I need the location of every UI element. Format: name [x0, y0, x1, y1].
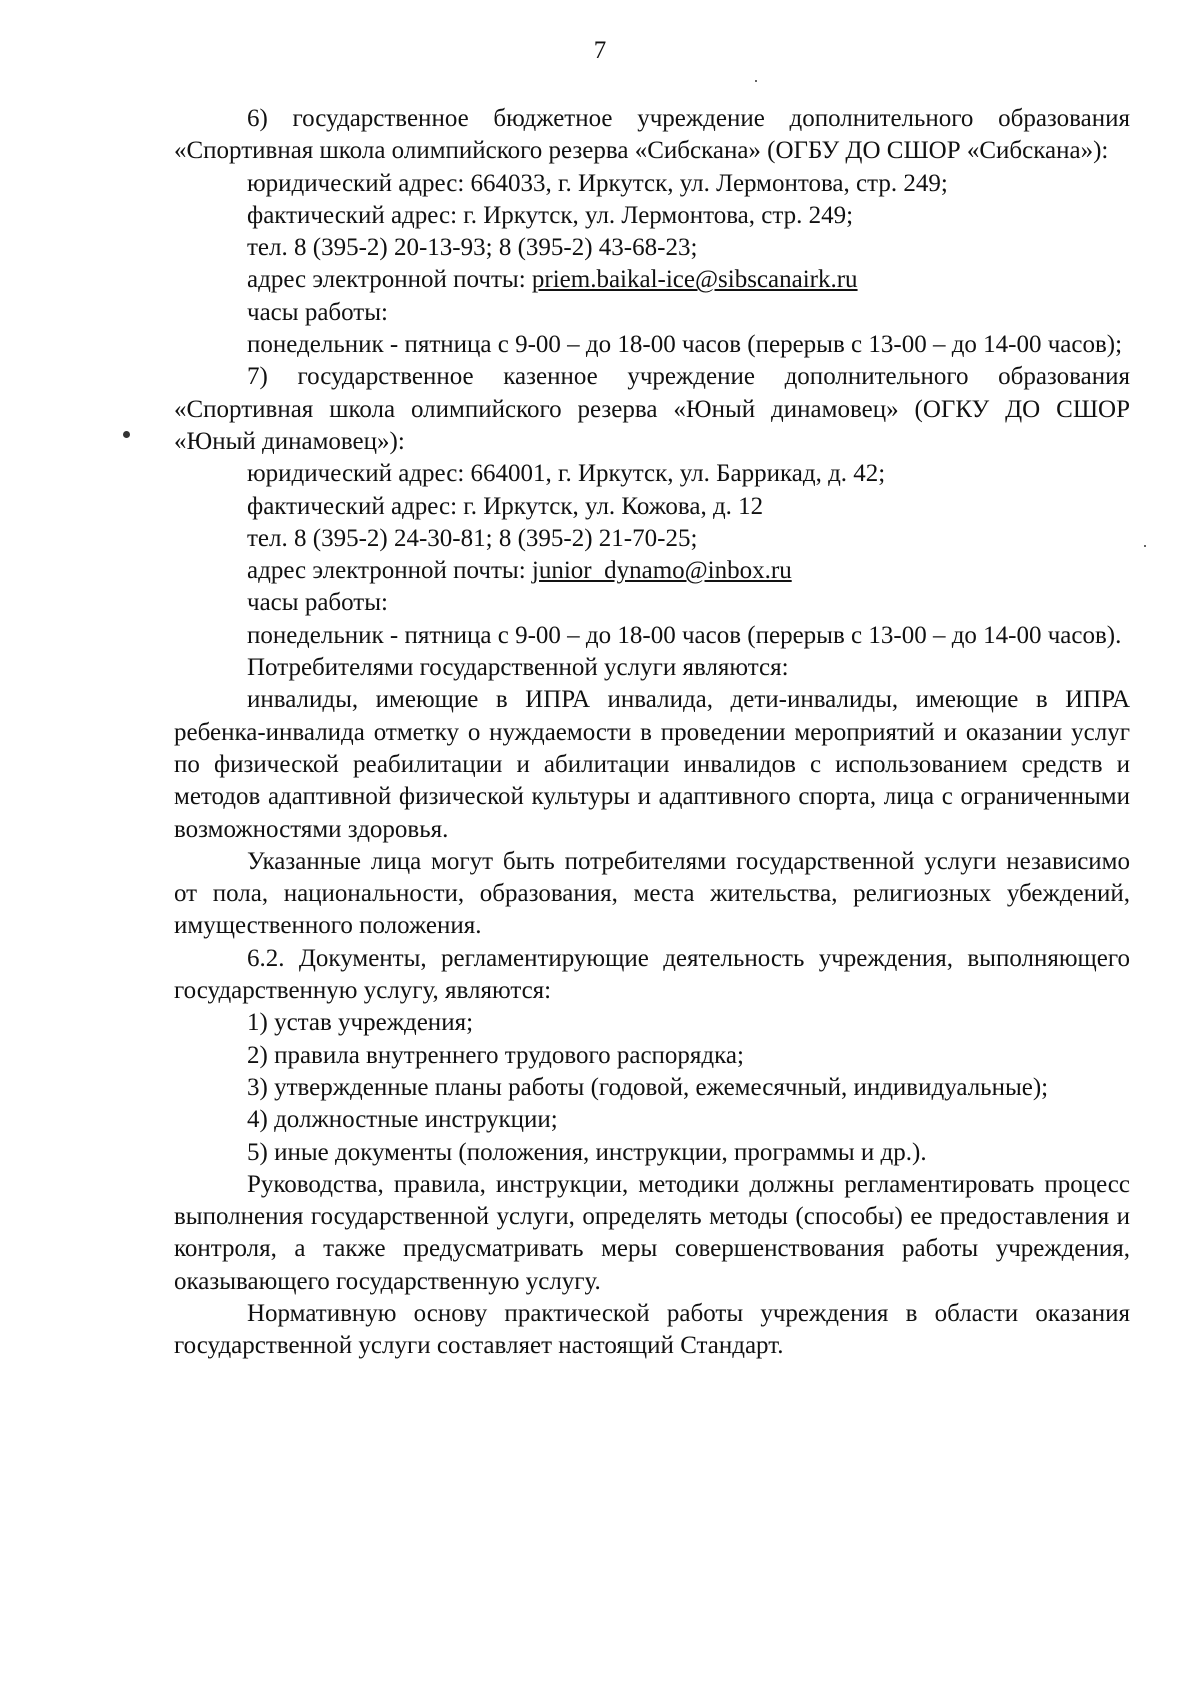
item6-email-line [174, 264, 1130, 296]
item7-hours-label: часы работы: [247, 589, 388, 617]
item7-email-link[interactable]: junior_dynamo@inbox.ru [531, 557, 792, 585]
item6-heading: 6) государственное бюджетное учреждение дополнительного образования «Спортивная школа олимпийского резерва «Сибскана» (ОГБУ ДО СШОР «Сибскана»): [174, 105, 1130, 165]
documents-item-3: 3) утвержденные планы работы (годовой, ежемесячный, индивидуальные); [247, 1073, 1049, 1101]
scan-speck [123, 431, 130, 438]
item7-email-label: адрес электронной почты: [247, 557, 532, 585]
item7-heading: 7) государственное казенное учреждение дополнительного образования «Спортивная школа олимпийского резерва «Юный динамовец» (ОГКУ ДО СШОР «Юный динамовец»): [174, 363, 1130, 455]
scan-speck [1144, 545, 1146, 547]
consumers-intro: Потребителями государственной услуги являются: [247, 654, 789, 682]
document-body [174, 103, 1130, 1363]
item6-phone: тел. 8 (395-2) 20-13-93; 8 (395-2) 43-68-23; [247, 234, 698, 262]
documents-item-1: 1) устав учреждения; [247, 1009, 474, 1037]
item7-actual-address: фактический адрес: г. Иркутск, ул. Кожова, д. 12 [247, 492, 764, 520]
item7-legal-address: юридический адрес: 664001, г. Иркутск, ул. Баррикад, д. 42; [247, 460, 886, 488]
documents-basis: Нормативную основу практической работы учреждения в области оказания государственной услуги составляет настоящий Стандарт. [174, 1299, 1130, 1360]
item6-legal-address: юридический адрес: 664033, г. Иркутск, ул. Лермонтова, стр. 249; [247, 169, 948, 197]
page-number: 7 [593, 37, 607, 64]
documents-heading: 6.2. Документы, регламентирующие деятельность учреждения, выполняющего государственную услугу, являются: [174, 944, 1130, 1005]
item6-email-label: адрес электронной почты: [247, 266, 532, 294]
documents-guidance: Руководства, правила, инструкции, методики должны регламентировать процесс выполнения государственной услуги, определять методы (способы) ее предоставления и контроля, а также предусматривать меры совершенствования работы учреждения, оказывающего государственную услугу. [174, 1170, 1130, 1295]
consumers-list: инвалиды, имеющие в ИПРА инвалида, дети-инвалиды, имеющие в ИПРА ребенка-инвалида отметку о нуждаемости в проведении мероприятий и оказании услуг по физической реабилитации и абилитации инвалидов с использованием средств и методов адаптивной физической культуры и адаптивного спорта, лица с ограниченными возможностями здоровья. [174, 686, 1130, 843]
item6-hours: понедельник - пятница с 9-00 – до 18-00 часов (перерыв с 13-00 – до 14-00 часов); [247, 331, 1123, 359]
item7-hours: понедельник - пятница с 9-00 – до 18-00 часов (перерыв с 13-00 – до 14-00 часов). [247, 621, 1122, 649]
documents-item-5: 5) иные документы (положения, инструкции, программы и др.). [247, 1138, 927, 1166]
item6-hours-label: часы работы: [247, 298, 388, 326]
documents-item-4: 4) должностные инструкции; [247, 1106, 558, 1134]
item6-email-link[interactable]: priem.baikal-ice@sibscanairk.ru [531, 266, 858, 294]
consumers-note: Указанные лица могут быть потребителями государственной услуги независимо от пола, национальности, образования, места жительства, религиозных убеждений, имущественного положения. [174, 847, 1130, 940]
item6-actual-address: фактический адрес: г. Иркутск, ул. Лермонтова, стр. 249; [247, 201, 854, 229]
item7-phone: тел. 8 (395-2) 24-30-81; 8 (395-2) 21-70-25; [247, 524, 698, 552]
documents-item-2: 2) правила внутреннего трудового распорядка; [247, 1041, 744, 1069]
scan-speck [755, 80, 757, 82]
item7-email-line [174, 555, 1130, 587]
